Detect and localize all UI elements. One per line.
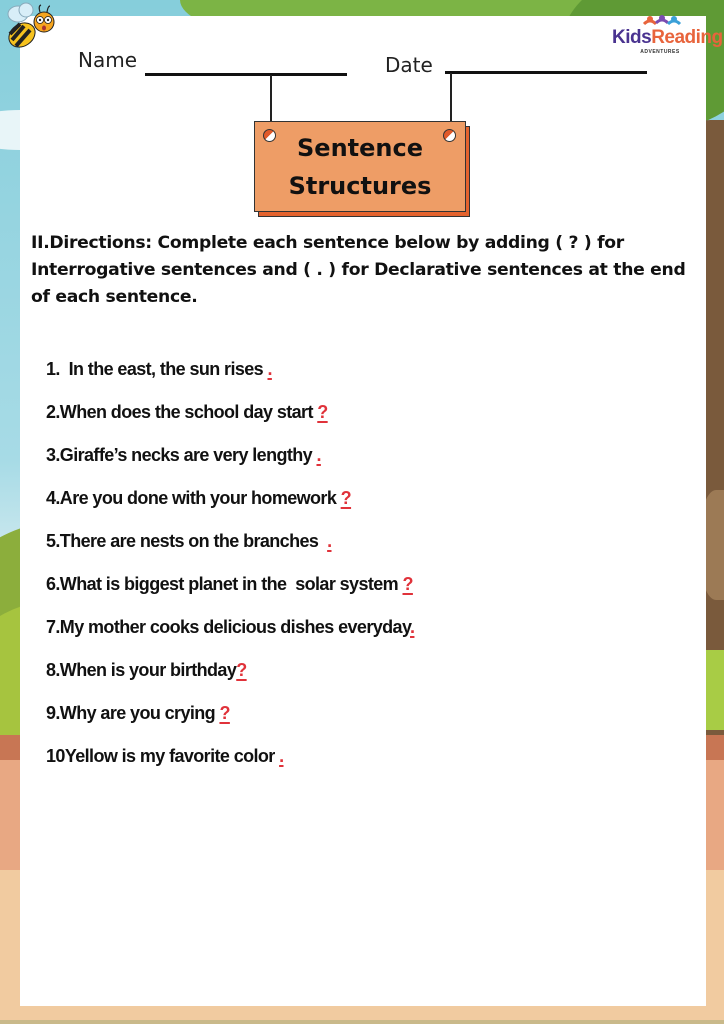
answer-mark[interactable]: . [279,746,284,766]
logo-reading-text: Reading [651,27,723,48]
pin-left-icon [263,129,276,142]
answer-mark[interactable]: . [316,445,321,465]
answer-mark[interactable]: . [410,617,415,637]
sentence-item: 2.When does the school day start ? [46,402,328,422]
title-line-1: Sentence [297,133,423,162]
name-label: Name [78,48,138,72]
sentence-item: 7.My mother cooks delicious dishes everyday. [46,617,415,637]
bee-icon [2,0,60,56]
ground-edge [0,1020,724,1024]
answer-mark[interactable]: ? [317,402,328,422]
date-field-line[interactable] [445,71,647,74]
sentence-item: 1. In the east, the sun rises . [46,359,272,379]
kidsreading-logo [612,14,723,64]
name-field-line[interactable] [145,73,347,76]
logo-kids-text: Kids [612,27,652,48]
sentence-item: 3.Giraffe’s necks are very lengthy . [46,445,321,465]
answer-mark[interactable]: . [327,531,332,551]
title-sign [254,121,466,212]
answer-mark[interactable]: . [267,359,272,379]
sentence-list [46,356,414,786]
sentence-item: 4.Are you done with your homework ? [46,488,352,508]
sentence-item: 8.When is your birthday? [46,660,247,680]
pin-right-icon [443,129,456,142]
answer-mark[interactable]: ? [340,488,352,508]
sentence-item: 5.There are nests on the branches . [46,531,332,551]
sentence-item: 9.Why are you crying ? [46,703,230,723]
date-label: Date [385,53,433,77]
title-line-2: Structures [288,171,432,200]
sentence-item: 10Yellow is my favorite color . [46,746,284,766]
answer-mark[interactable]: ? [236,660,247,680]
logo-subtitle: ADVENTURES [640,49,680,55]
directions-text: II.Directions: Complete each sentence below by adding ( ? ) for Interrogative sentences and ( . ) for Declarative sentences at the end of each sentence. [31,233,686,307]
kids-figures-icon [642,14,682,30]
answer-mark[interactable]: ? [219,703,230,723]
answer-mark[interactable]: ? [402,574,413,594]
sentence-item: 6.What is biggest planet in the solar system ? [46,574,413,594]
